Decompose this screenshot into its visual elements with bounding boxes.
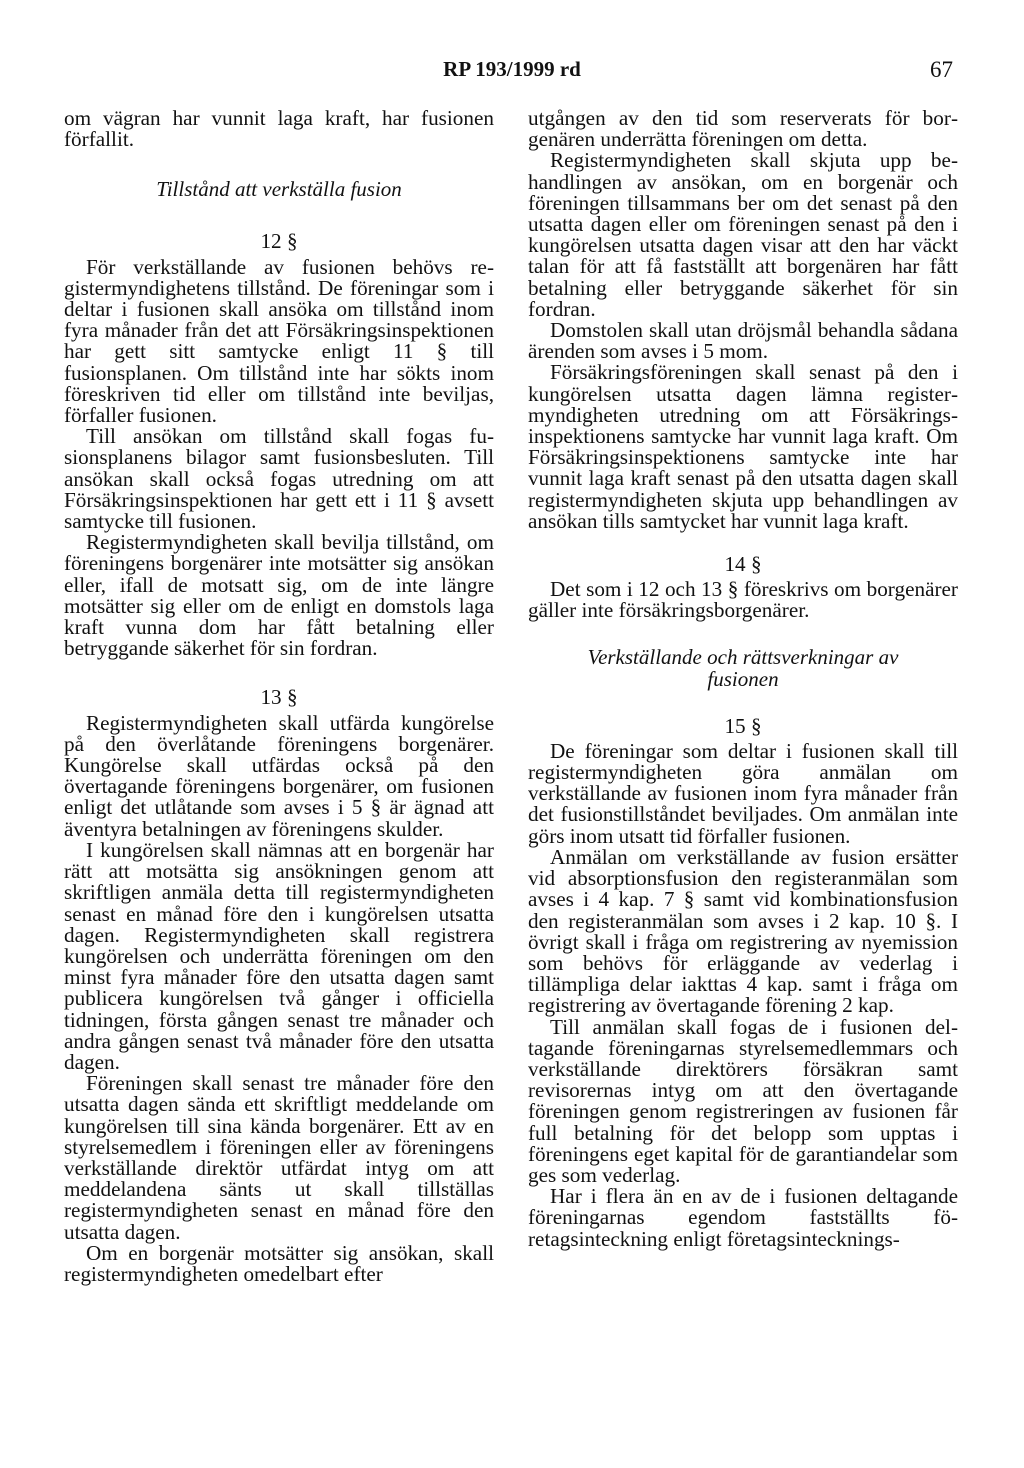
paragraph-13-2: I kungörelsen skall nämnas att en borgenär har rätt att motsätta sig ansökningen genom att skriftligen anmäla detta till registermyndigheten senast en månad före den i kungörelsen utsatta dagen. Registermyndigheten skall registrera kungörelsen och underrätta föreningen om den minst fyra månader före den utsatta dagen samt publicera kungörelsen två gånger i officiella tidningen, första gången senast tre månader och andra gången senast två månader före den utsatta dagen. <box>64 837 494 1074</box>
paragraph-intro: om vägran har vunnit laga kraft, har fusionen förfallit. <box>64 106 494 152</box>
paragraph-right-2: Registermyndigheten skall skjuta upp behandlingen av ansökan, om en borgenär och föreningen tillsammans ber om det senast på den utsatta dagen eller om föreningen senast på den i kungörelsen utsatta dagen visar att den har väckt talan för att få fastställt att borgenären har fått betalning eller betryggande säkerhet för sin fordran. <box>528 148 958 321</box>
paragraph-13-4: Om en borgenär motsätter sig ansökan, skall registermyndigheten omedelbart efter <box>64 1240 494 1286</box>
paragraph-15-3: Till anmälan skall fogas de i fusionen deltagande föreningarnas styrelsemedlemmars och verkställande direktörers försäkran samt revisorernas intyg om att den övertagande föreningen genom registreringen av fusionen får full betalning för det belopp som upptas i föreningens eget kapital för de garantiandelar som ges som vederlag. <box>528 1014 958 1187</box>
heading-verkstallande: Verkställande och rättsverkningar av fusionen <box>587 644 899 691</box>
paragraph-15-1: De föreningar som deltar i fusionen skall till registermyndigheten göra anmälan om verkställande av fusionen inom fyra månader från det fusionstillståndet beviljades. Om anmälan inte görs inom utsatt tid förfaller fusionen. <box>528 738 958 848</box>
section-14-heading: 14 § <box>724 552 762 577</box>
section-13-heading: 13 § <box>260 685 298 710</box>
paragraph-13-1: Registermyndigheten skall utfärda kungörelse på den överlåtande föreningens borgenärer. Kungörelse skall utfärdas också på den övertagande föreningens borgenärer, om fusionen enligt det utlåtande som avses i 5 § är ägnad att äventyra betalningen av föreningens skulder. <box>64 710 494 841</box>
page-number: 67 <box>930 57 953 82</box>
section-15-heading: 15 § <box>724 713 762 738</box>
heading-tillstand: Tillstånd att verkställa fusion <box>156 177 402 202</box>
paragraph-12-2: Till ansökan om tillstånd skall fogas fusionsplanens bilagor samt fusionsbesluten. Till ansökan skall också fogas utredning om att Försäkringsinspektionen har gett ett i 11 § avsett samtycke till fusionen. <box>64 424 494 534</box>
left-column <box>64 108 494 1285</box>
paragraph-right-4: Försäkringsföreningen skall senast på den i kungörelsen utsatta dagen lämna registermyndigheten utredning om att Försäkringsinspektionens samtycke har vunnit laga kraft. Om Försäkringsinspektionens samtycke inte har vunnit laga kraft senast på den utsatta dagen skall registermyndigheten skjuta upp behandlingen av ansökan tills samtycket har vunnit laga kraft. <box>528 360 958 533</box>
paragraph-12-1: För verkställande av fusionen behövs registermyndighetens tillstånd. De föreningar som i deltar i fusionen skall ansöka om tillstånd inom fyra månader från det att Försäkringsinspektionen har gett sitt samtycke enligt 11 § till fusionsplanen. Om tillstånd inte har sökts inom föreskriven tid eller om tillstånd inte beviljas, förfaller fusionen. <box>64 254 494 428</box>
paragraph-14-1: Det som i 12 och 13 § föreskrivs om borgenärer gäller inte försäkringsborgenärer. <box>528 577 958 623</box>
paragraph-15-4: Har i flera än en av de i fusionen deltagande föreningarnas egendom fastställts företagsinteckning enligt företagsintecknings- <box>528 1184 958 1251</box>
paragraph-continued: utgången av den tid som reserverats för borgenären underrätta föreningen om detta. <box>528 106 958 152</box>
page-header-title: RP 193/1999 rd <box>443 57 581 81</box>
paragraph-15-2: Anmälan om verkställande av fusion ersätter vid absorptionsfusion den registeranmälan som avses i 4 kap. 7 § samt vid kombinationsfusion den registeranmälan som avses i 2 kap. 10 §. I övrigt skall i fråga om registrering av nyemission som behövs för erläggande av vederlag i tillämpliga delar iakttas 4 kap. samt i fråga om registrering av övertagande förening 2 kap. <box>528 844 958 1018</box>
paragraph-13-3: Föreningen skall senast tre månader före den utsatta dagen sända ett skriftligt meddelande om kungörelsen till sina kända borgenärer. Ett av en styrelsemedlem i föreningen eller av föreningens verkställande direktör utfärdat intyg om att meddelandena sänts ut skall tillställas registermyndigheten senast en månad före den utsatta dagen. <box>64 1071 494 1244</box>
section-12-heading: 12 § <box>260 229 298 254</box>
paragraph-right-3: Domstolen skall utan dröjsmål behandla sådana ärenden som avses i 5 mom. <box>528 318 958 364</box>
paragraph-12-3: Registermyndigheten skall bevilja tillstånd, om föreningens borgenärer inte motsätter sig ansökan eller, ifall de motsatt sig, om de inte längre motsätter sig eller om de enligt en domstols laga kraft vunna dom har fått betalning eller betryggande säkerhet för sin fordran. <box>64 530 494 661</box>
right-column <box>528 108 958 1250</box>
